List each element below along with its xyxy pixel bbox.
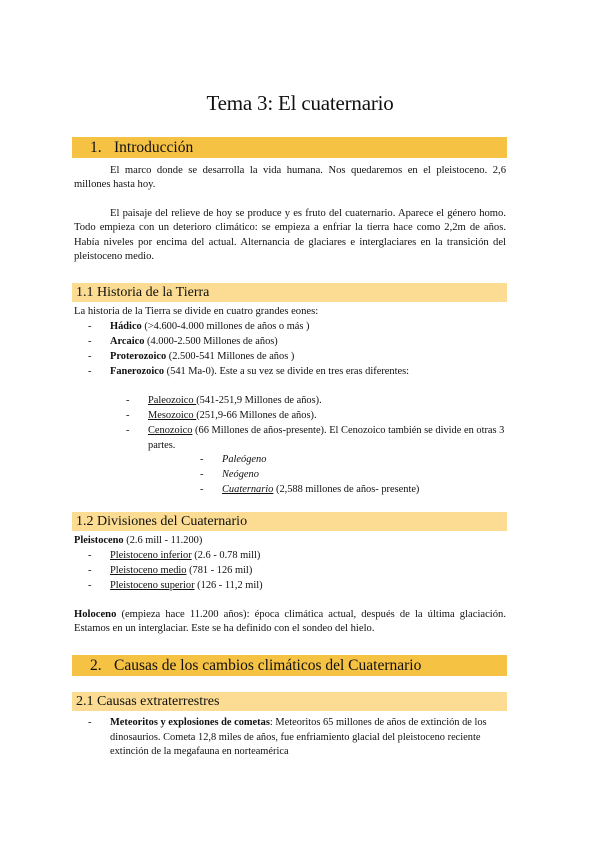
historia-intro: La historia de la Tierra se divide en cuatro grandes eones: [74, 306, 319, 317]
list-item-era: - [126, 425, 130, 436]
pleistoceno-line: Pleistoceno (2.6 mill - 11.200) [74, 535, 203, 546]
section-label: Causas de los cambios climáticos del Cuaternario [114, 657, 422, 674]
paragraph-intro-2: El paisaje del relieve de hoy se produce y es fruto del cuaternario. Aparece el género homo. Todo empieza con un deterioro climático: se empieza a enfriar la tierra hace como 2,2m de años. Había niveles por encima del actual. Alternancia de glaciares e interglaciares en la transición del pleistoceno medio. [74, 208, 506, 263]
section-heading-introduccion [72, 137, 507, 158]
list-item-periodo: - Neógeno [200, 469, 259, 480]
section-label: Introducción [114, 139, 194, 156]
paragraph-intro-1: El marco donde se desarrolla la vida humana. Nos quedaremos en el pleistoceno. 2,6 millones hasta hoy. [74, 165, 506, 191]
document-title: Tema 3: El cuaternario [206, 91, 394, 115]
list-item-eon: - Hádico (>4.600-4.000 millones de años o más ) [88, 321, 310, 332]
section-number: 1. [90, 139, 102, 156]
list-item-causa-dash: - [88, 717, 92, 728]
subsection-heading-divisiones: 1.2 Divisiones del Cuaternario [72, 512, 507, 531]
section-number: 2. [90, 657, 102, 674]
list-item-pleistoceno: - Pleistoceno inferior (2.6 - 0.78 mill) [88, 550, 261, 561]
list-item-periodo: - Cuaternario (2,588 millones de años- presente) [200, 484, 420, 495]
list-item-eon: - Arcaico (4.000-2.500 Millones de años) [88, 336, 278, 347]
holoceno-paragraph: Holoceno (empieza hace 11.200 años): época climática actual, después de la última glaciación. Estamos en un interglaciar. Este se ha definido con el sondeo del hielo. [74, 609, 506, 635]
list-item-era: - Mesozoico (251,9-66 Millones de años). [126, 410, 317, 421]
section-heading-causas [72, 655, 507, 676]
subsection-heading-historia: 1.1 Historia de la Tierra [72, 283, 507, 302]
list-item-era-text: Cenozoico (66 Millones de años-presente). El Cenozoico también se divide en otras 3 partes. [148, 425, 505, 451]
subsection-heading-causas-extraterrestres: 2.1 Causas extraterrestres [72, 692, 507, 711]
list-item-eon: - Fanerozoico (541 Ma-0). Este a su vez se divide en tres eras diferentes: [88, 366, 410, 377]
list-item-pleistoceno: - Pleistoceno medio (781 - 126 mil) [88, 565, 253, 576]
list-item-periodo: - Paleógeno [200, 454, 267, 465]
list-item-causa: Meteoritos y explosiones de cometas: Meteoritos 65 millones de años de extinción de los dinosaurios. Cometa 12,8 miles de años, fue enfriamiento glacial del pleistoceno reciente extinción de la megafauna en norteamérica [110, 717, 487, 758]
list-item-eon: - Proterozoico (2.500-541 Millones de años ) [88, 351, 295, 362]
list-item-pleistoceno: - Pleistoceno superior (126 - 11,2 mil) [88, 580, 263, 591]
list-item-era: - Paleozoico (541-251,9 Millones de años). [126, 395, 322, 406]
